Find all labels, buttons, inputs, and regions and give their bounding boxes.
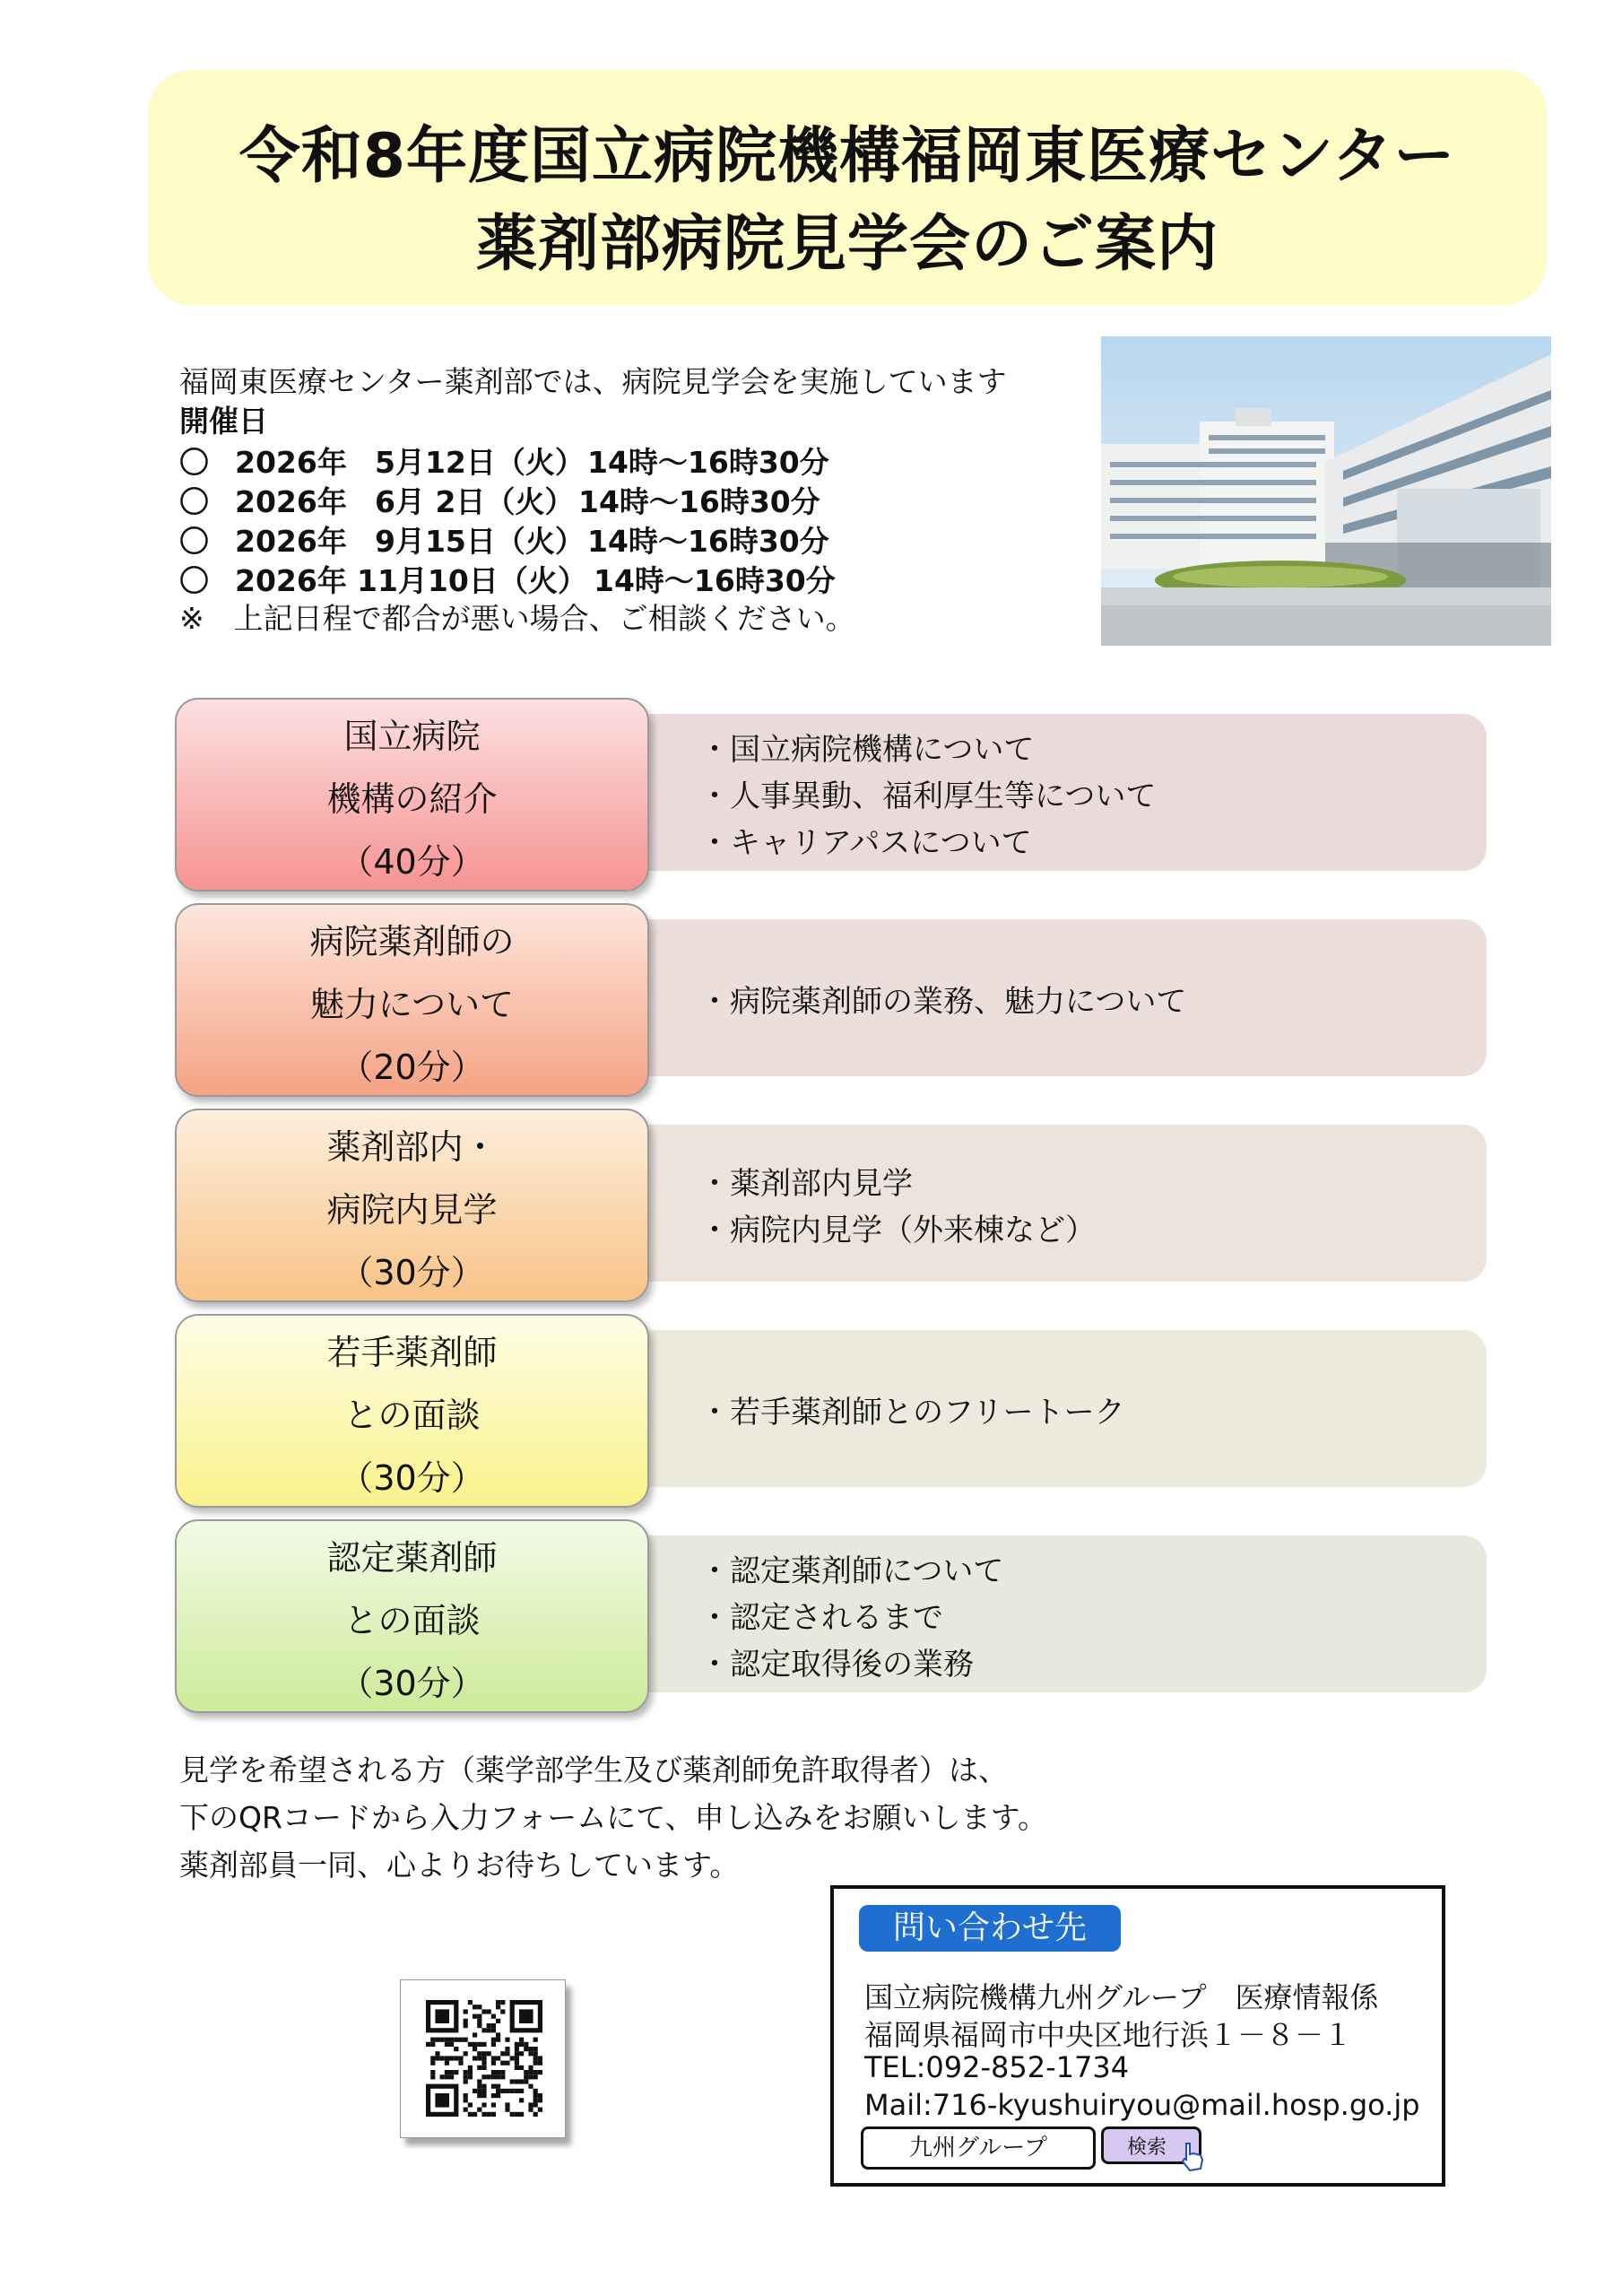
program-label-line: 認定薬剤師 (326, 1538, 498, 1578)
dates-heading: 開催日 (179, 404, 268, 439)
intro-text: 福岡東医療センター薬剤部では、病院見学会を実施しています (179, 364, 1007, 399)
program-label-line: 病院内見学 (326, 1190, 498, 1230)
contact-address: 福岡県福岡市中央区地行浜１－８－１ (864, 2018, 1353, 2052)
program-item: ・認定取得後の業務 (699, 1646, 974, 1683)
program-label (175, 1314, 649, 1508)
page-title-line1: 令和8年度国立病院機構福岡東医療センター (239, 121, 1456, 192)
program-label (175, 1109, 649, 1302)
search-button-label: 検索 (1127, 2136, 1167, 2159)
search-button[interactable] (1101, 2126, 1201, 2164)
program-label-line: 病院薬剤師の (309, 922, 515, 961)
program-label (175, 903, 649, 1097)
program-item: ・病院薬剤師の業務、魅力について (699, 983, 1187, 1020)
program-label (175, 1519, 649, 1713)
program-item: ・病院内見学（外来棟など） (699, 1212, 1096, 1248)
schedule-note: ※ 上記日程で都合が悪い場合、ご相談ください。 (179, 601, 855, 636)
program-item: ・認定されるまで (699, 1599, 943, 1636)
closing-line-3: 薬剤部員一同、心よりお待ちしています。 (179, 1848, 740, 1883)
program-label-line: （20分） (339, 1048, 485, 1087)
search-field[interactable]: 九州グループ (861, 2126, 1096, 2170)
qr-code[interactable] (400, 1979, 566, 2138)
program-item: ・キャリアパスについて (699, 824, 1032, 861)
program-item: ・薬剤部内見学 (699, 1165, 913, 1202)
program-label-line: との面談 (343, 1396, 481, 1435)
program-label-line: 機構の紹介 (326, 779, 498, 819)
contact-title: 問い合わせ先 (859, 1905, 1121, 1952)
program-description (619, 1330, 1487, 1487)
program-label-line: （30分） (339, 1458, 485, 1498)
contact-mail: Mail:716-kyushuiryou@mail.hosp.go.jp (864, 2088, 1420, 2122)
program-label-line: （30分） (339, 1664, 485, 1703)
program-item: ・人事異動、福利厚生等について (699, 778, 1157, 814)
page-title-line2: 薬剤部病院見学会のご案内 (475, 209, 1219, 280)
contact-tel: TEL:092-852-1734 (864, 2050, 1130, 2084)
contact-box (830, 1885, 1445, 2187)
program-item: ・国立病院機構について (699, 731, 1035, 768)
program-description (619, 1535, 1487, 1692)
program-item: ・若手薬剤師とのフリートーク (699, 1394, 1125, 1431)
program-label-line: 魅力について (309, 985, 515, 1024)
closing-line-2: 下のQRコードから入力フォームにて、申し込みをお願いします。 (179, 1800, 1047, 1835)
program-description (619, 714, 1487, 871)
program-description (619, 919, 1487, 1076)
program-label-line: 国立病院 (343, 717, 481, 756)
hospital-photo (1101, 336, 1551, 646)
program-label-line: （30分） (339, 1253, 485, 1292)
program-label (175, 698, 649, 891)
program-description (619, 1125, 1487, 1282)
closing-line-1: 見学を希望される方（薬学部学生及び薬剤師免許取得者）は、 (179, 1752, 1008, 1787)
program-label-line: 薬剤部内・ (326, 1127, 498, 1167)
program-label-line: との面談 (343, 1601, 481, 1640)
pointer-hand-icon (1179, 2142, 1206, 2172)
program-label-line: （40分） (339, 842, 485, 882)
contact-org: 国立病院機構九州グループ 医療情報係 (864, 1980, 1379, 2014)
title-banner (148, 70, 1547, 305)
program-item: ・認定薬剤師について (699, 1552, 1004, 1589)
program-label-line: 若手薬剤師 (326, 1333, 498, 1372)
